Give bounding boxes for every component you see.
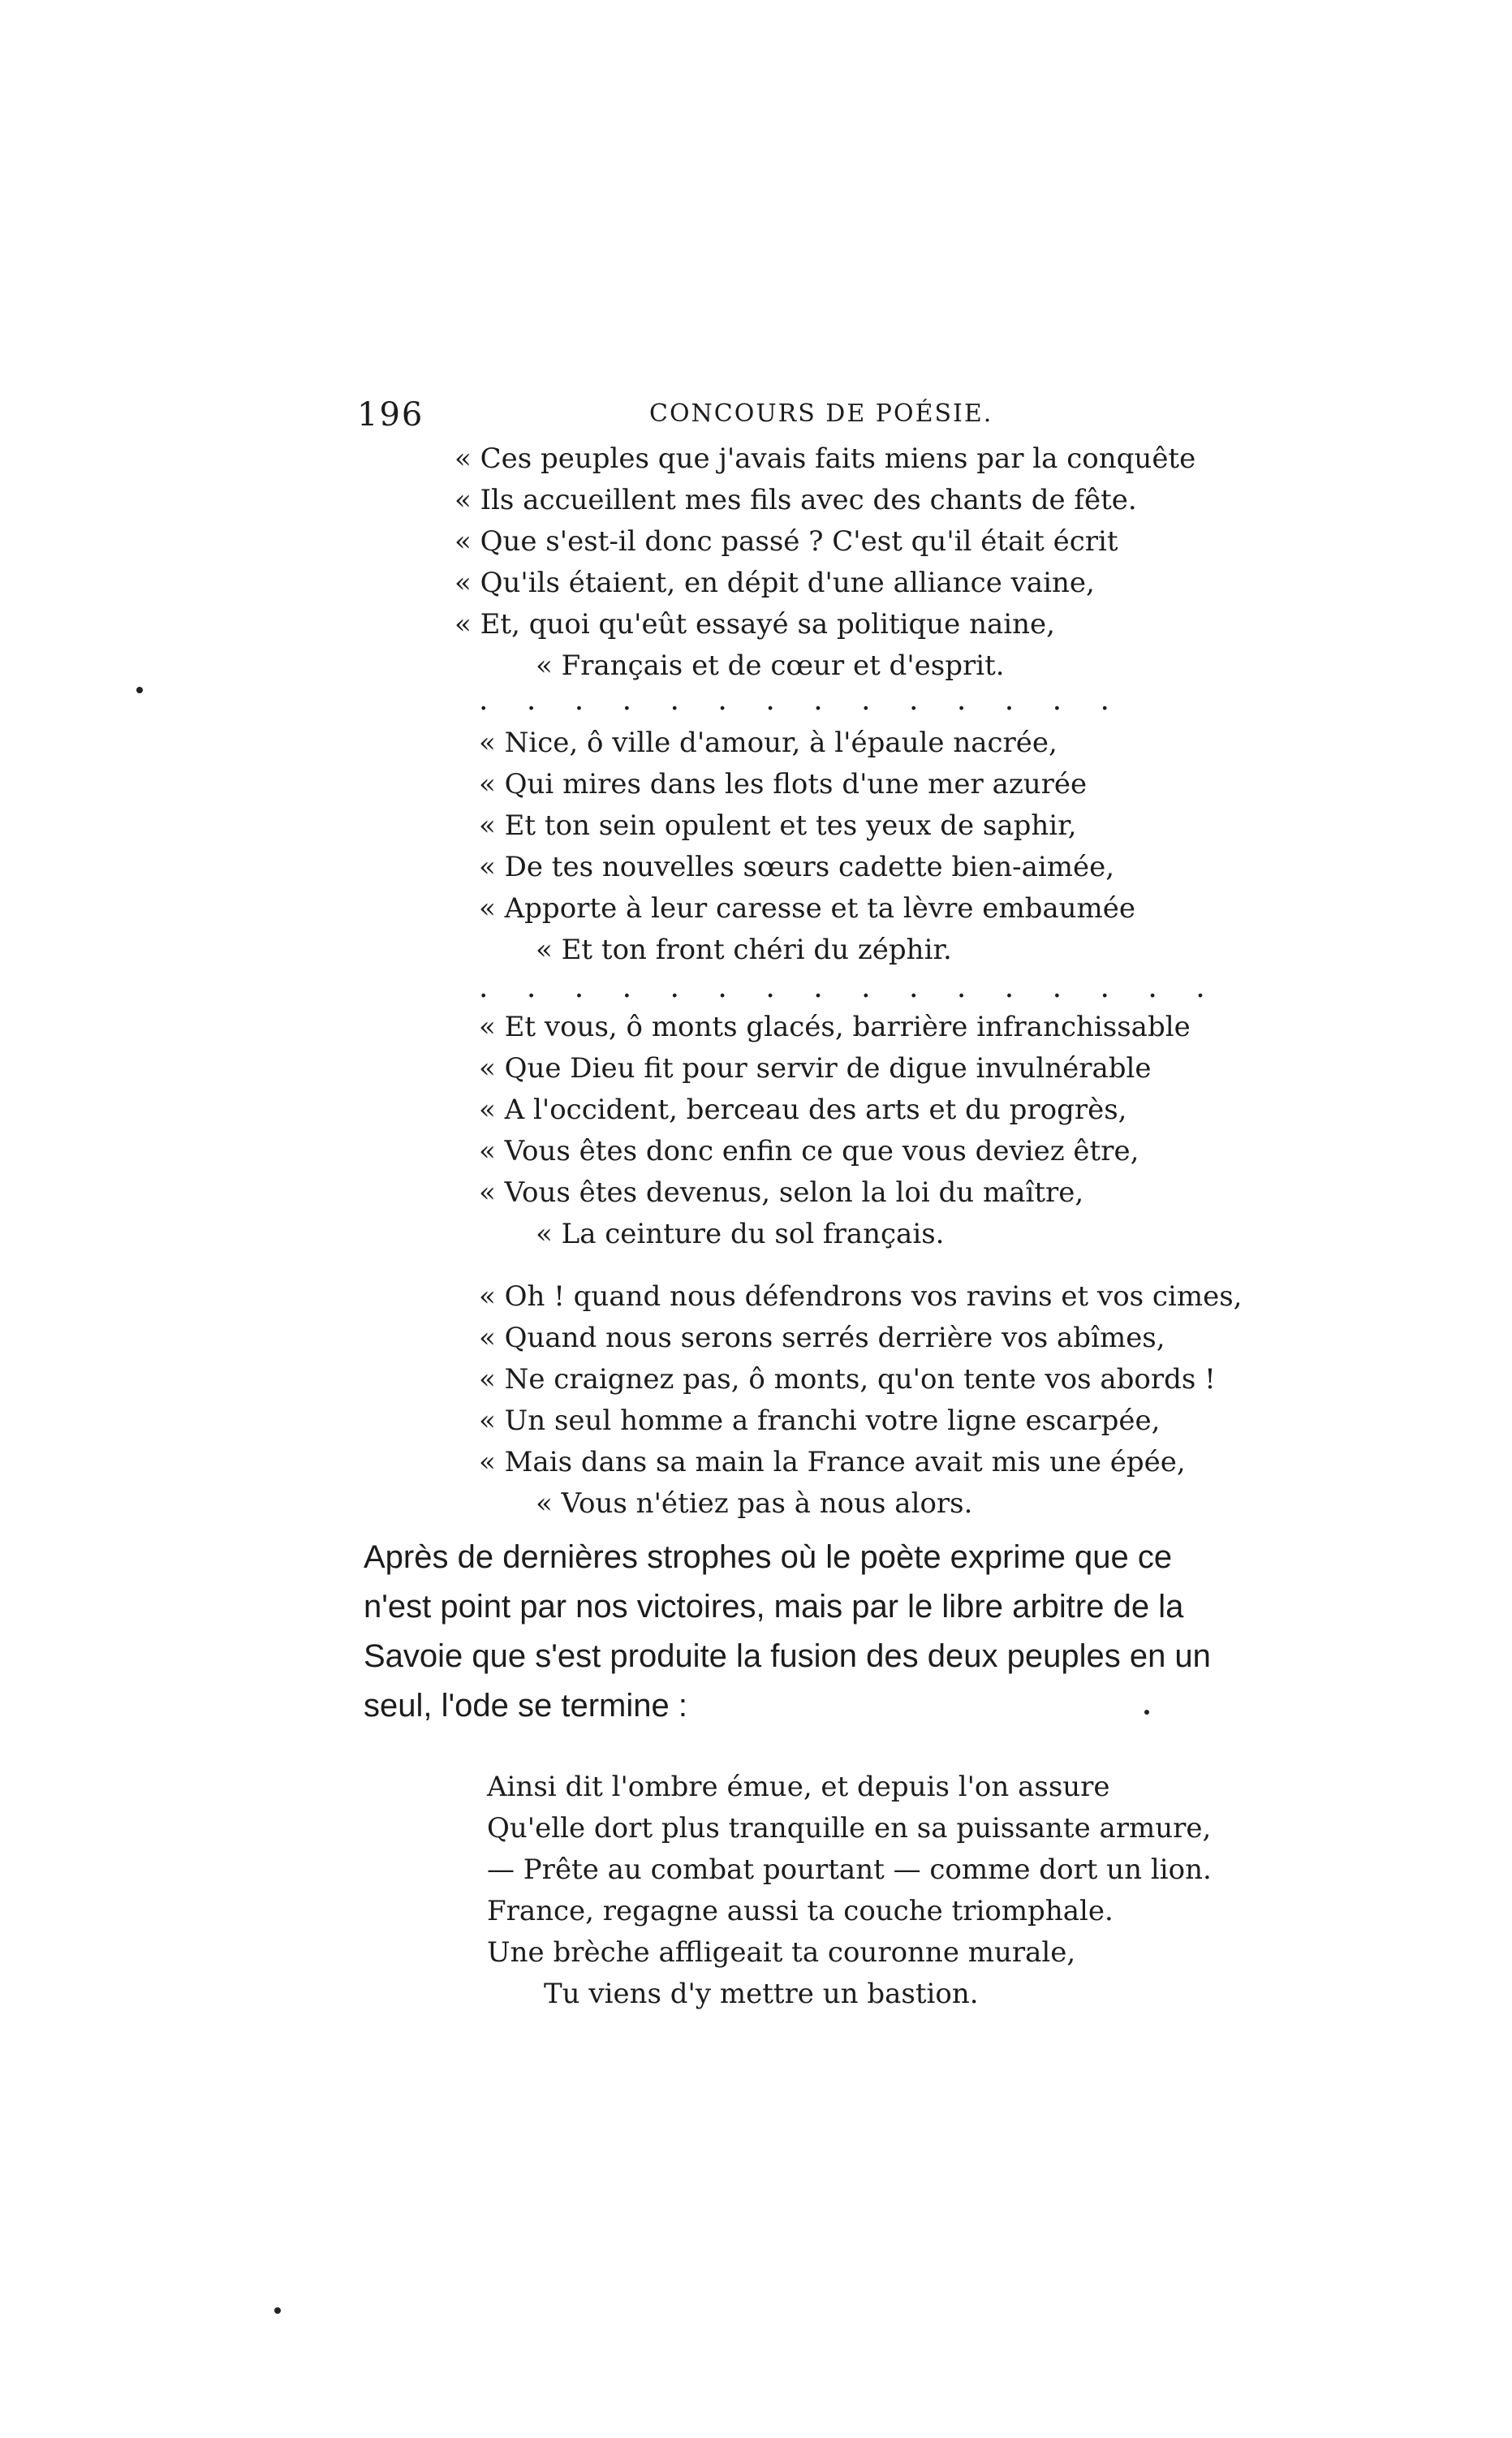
verse-line: « Qu'ils étaient, en dépit d'une alliance vaine, bbox=[454, 567, 1095, 599]
ellipsis-separator: . . . . . . . . . . . . . . bbox=[479, 684, 1124, 717]
ellipsis-separator: . . . . . . . . . . . . . . . . bbox=[479, 971, 1220, 1004]
verse-line: « Mais dans sa main la France avait mis une épée, bbox=[479, 1446, 1186, 1478]
prose-paragraph bbox=[364, 1533, 1281, 1731]
verse-line: « Et vous, ô monts glacés, barrière infranchissable bbox=[479, 1011, 1191, 1043]
verse-line: « Nice, ô ville d'amour, à l'épaule nacrée, bbox=[479, 727, 1058, 759]
verse-line: « Un seul homme a franchi votre ligne escarpée, bbox=[479, 1405, 1161, 1437]
prose-line: n'est point par nos victoires, mais par le libre arbitre de la bbox=[364, 1589, 1184, 1625]
verse-line: « Et ton front chéri du zéphir. bbox=[536, 934, 952, 966]
prose-line: Après de dernières strophes où le poète exprime que ce bbox=[364, 1539, 1173, 1575]
ink-speck bbox=[136, 687, 143, 693]
verse-line: « Que Dieu fit pour servir de digue invulnérable bbox=[479, 1052, 1152, 1085]
final-stanza bbox=[487, 1767, 1217, 2015]
verse-line: « Qui mires dans les flots d'une mer azurée bbox=[479, 768, 1088, 800]
verse-line: « Ils accueillent mes fils avec des chants de fête. bbox=[454, 484, 1137, 516]
verse-line: « Apporte à leur caresse et ta lèvre embaumée bbox=[479, 892, 1136, 925]
verse-line: Une brèche affligeait ta couronne murale, bbox=[487, 1936, 1076, 1969]
verse-line: « De tes nouvelles sœurs cadette bien-aimée, bbox=[479, 851, 1115, 883]
stanza-1 bbox=[454, 438, 1282, 687]
verse-line: « Oh ! quand nous défendrons vos ravins et vos cimes, bbox=[479, 1280, 1243, 1313]
verse-line: — Prête au combat pourtant — comme dort un lion. bbox=[487, 1853, 1212, 1886]
verse-line: Ainsi dit l'ombre émue, et depuis l'on assure bbox=[487, 1771, 1110, 1803]
verse-line: « A l'occident, berceau des arts et du progrès, bbox=[479, 1094, 1127, 1126]
verse-line: « Vous êtes donc enfin ce que vous deviez être, bbox=[479, 1135, 1139, 1167]
verse-line: « Ne craignez pas, ô monts, qu'on tente vos abords ! bbox=[479, 1363, 1216, 1396]
verse-line: « Et, quoi qu'eût essayé sa politique naine, bbox=[454, 608, 1055, 641]
verse-line: Tu viens d'y mettre un bastion. bbox=[544, 1978, 979, 2010]
verse-line: « Et ton sein opulent et tes yeux de saphir, bbox=[479, 809, 1077, 842]
verse-line: « Que s'est-il donc passé ? C'est qu'il était écrit bbox=[454, 525, 1118, 558]
stanza-2 bbox=[479, 723, 1307, 971]
verse-line: Qu'elle dort plus tranquille en sa puissante armure, bbox=[487, 1812, 1212, 1845]
verse-line: France, regagne aussi ta couche triomphale. bbox=[487, 1895, 1114, 1927]
stanza-3 bbox=[479, 1007, 1307, 1255]
verse-line: « Français et de cœur et d'esprit. bbox=[536, 649, 1005, 682]
running-title: CONCOURS DE POÉSIE. bbox=[649, 399, 993, 428]
prose-line: Savoie que s'est produite la fusion des deux peuples en un bbox=[364, 1638, 1211, 1674]
stanza-4 bbox=[479, 1276, 1307, 1525]
prose-line: seul, l'ode se termine : bbox=[364, 1688, 687, 1724]
verse-line: « Ces peuples que j'avais faits miens par la conquête bbox=[454, 442, 1196, 475]
verse-line: « La ceinture du sol français. bbox=[536, 1218, 945, 1250]
ink-speck bbox=[1144, 1710, 1149, 1715]
page-number: 196 bbox=[357, 396, 424, 434]
page-header bbox=[357, 396, 1169, 437]
verse-line: « Vous êtes devenus, selon la loi du maître, bbox=[479, 1176, 1084, 1209]
ink-speck bbox=[274, 2307, 281, 2314]
verse-line: « Vous n'étiez pas à nous alors. bbox=[536, 1487, 973, 1520]
verse-line: « Quand nous serons serrés derrière vos abîmes, bbox=[479, 1322, 1165, 1354]
